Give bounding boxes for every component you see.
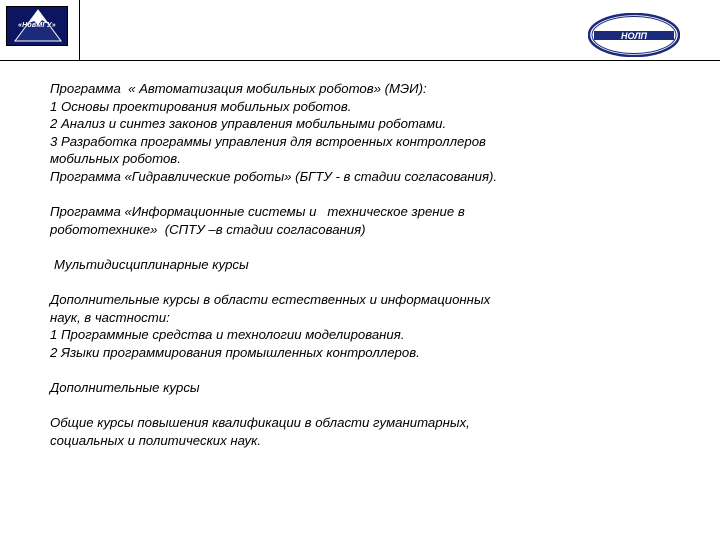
program-mei-item-3: 3 Разработка программы управления для встроенных контроллеров (50, 133, 486, 149)
additional-courses-item-2: 2 Языки программирования промышленных контроллеров. (50, 344, 420, 360)
program-mei-item-2: 2 Анализ и синтез законов управления мобильными роботами. (50, 116, 447, 132)
spacer (50, 397, 690, 415)
oval-logo-icon (588, 13, 680, 57)
header-divider-horizontal (0, 60, 720, 61)
spacer (50, 362, 690, 380)
general-courses-cont: социальных и политических наук. (50, 432, 262, 448)
additional-courses-sciences: Дополнительные курсы в области естественных и информационных (50, 292, 491, 308)
spacer (50, 186, 690, 204)
multidisciplinary-courses-heading: Мультидисциплинарные курсы (54, 256, 249, 272)
program-bgtu-title: Программа «Гидравлические роботы» (БГТУ - в стадии согласования). (50, 168, 498, 184)
university-logo (6, 6, 68, 46)
program-mei-item-3-cont: мобильных роботов. (50, 151, 181, 167)
partner-logo-text: НОЛП (620, 31, 648, 41)
general-courses: Общие курсы повышения квалификации в области гуманитарных, (50, 415, 470, 431)
additional-courses-sciences-cont: наук, в частности: (50, 309, 170, 325)
additional-courses-heading: Дополнительные курсы (50, 380, 200, 396)
partner-logo (588, 13, 680, 57)
header-divider-vertical (79, 0, 80, 60)
program-mei-item-1: 1 Основы проектирования мобильных роботов. (50, 98, 352, 114)
spacer (50, 238, 690, 256)
spacer (50, 274, 690, 292)
slide-body (50, 80, 690, 449)
university-logo-text: «НовМГУ» (18, 22, 56, 29)
program-mei-title: Программа « Автоматизация мобильных роботов» (МЭИ): (50, 81, 427, 96)
program-sptu-title-cont: робототехнике» (СПТУ –в стадии согласования) (50, 221, 366, 237)
additional-courses-item-1: 1 Программные средства и технологии моделирования. (50, 327, 405, 343)
program-sptu-title: Программа «Информационные системы и техническое зрение в (50, 204, 465, 220)
